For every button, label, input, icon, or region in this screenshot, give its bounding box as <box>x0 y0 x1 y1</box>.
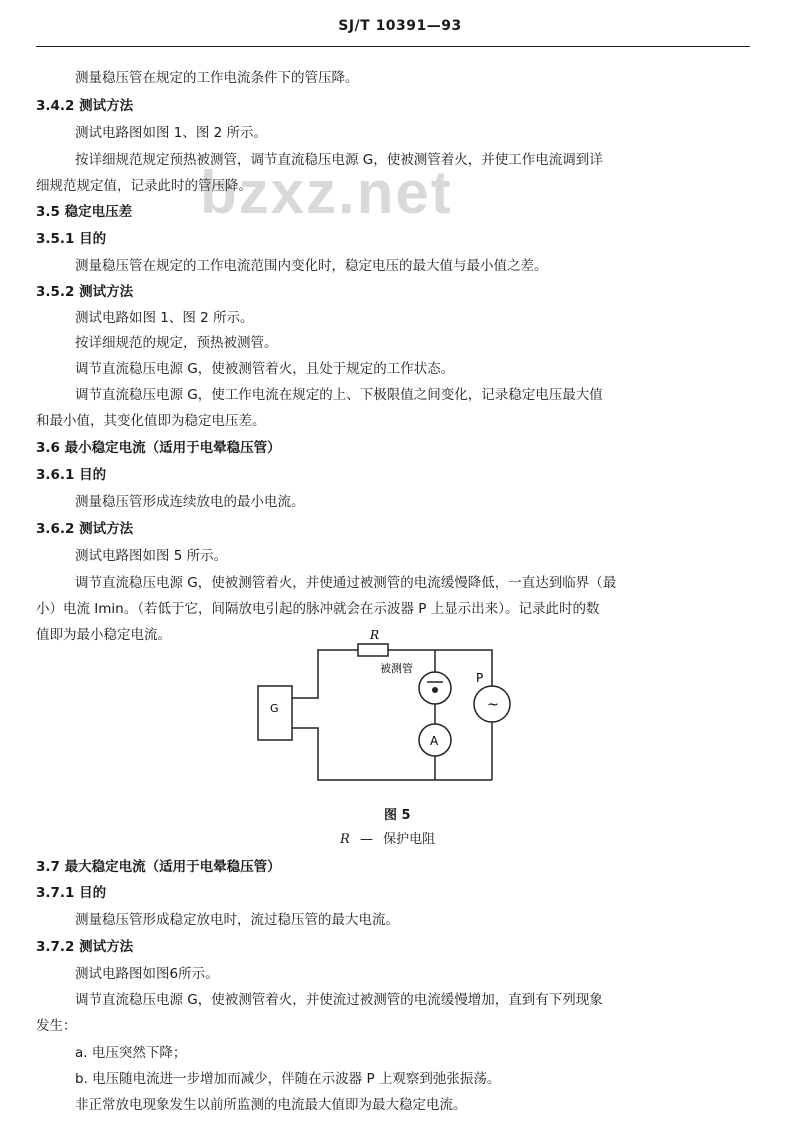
section-heading: 3.7.1 目的 <box>36 885 107 901</box>
section-heading: 3.7.2 测试方法 <box>36 939 134 955</box>
header-rule <box>36 46 750 47</box>
body-line: 按详细规范的规定，预热被测管。 <box>75 335 278 351</box>
resistor-label: R <box>370 628 380 642</box>
body-line: 细规范规定值，记录此时的管压降。 <box>36 178 252 194</box>
section-heading: 3.6.1 目的 <box>36 467 107 483</box>
list-item: b. 电压随电流进一步增加而减少，伴随在示波器 P 上观察到弛张振荡。 <box>75 1071 501 1087</box>
legend-text: 保护电阻 <box>383 832 436 847</box>
watermark: bzxz.net <box>200 159 453 226</box>
body-line: 值即为最小稳定电流。 <box>36 627 171 643</box>
legend-dash: — <box>359 832 373 847</box>
section-heading: 3.6.2 测试方法 <box>36 521 134 537</box>
body-line: 调节直流稳压电源 G，使工作电流在规定的上、下极限值之间变化，记录稳定电压最大值 <box>75 387 603 403</box>
wire-top-left <box>292 650 358 698</box>
body-line: 测试电路图如图6所示。 <box>75 966 219 982</box>
oscilloscope-label: P <box>476 671 484 685</box>
ammeter-label: A <box>430 734 439 748</box>
tube-label: 被测管 <box>380 662 413 675</box>
list-item: a. 电压突然下降； <box>75 1045 187 1061</box>
body-line: 测量稳压管形成连续放电的最小电流。 <box>75 494 305 510</box>
section-heading: 3.4.2 测试方法 <box>36 98 134 114</box>
body-line: 小）电流 Imin。（若低于它，间隔放电引起的脉冲就会在示波器 P 上显示出来）。记录此时的数 <box>36 601 600 617</box>
body-line: 发生： <box>36 1018 77 1034</box>
body-line: 测量稳压管在规定的工作电流范围内变化时，稳定电压的最大值与最小值之差。 <box>75 258 548 274</box>
tube-cathode-dot <box>432 687 438 693</box>
body-line: 调节直流稳压电源 G，使被测管着火，并使流过被测管的电流缓慢增加，直到有下列现象 <box>75 992 603 1008</box>
section-heading: 3.7 最大稳定电流（适用于电晕稳压管） <box>36 859 281 875</box>
section-heading: 3.5.2 测试方法 <box>36 284 134 300</box>
body-line: 调节直流稳压电源 G，使被测管着火，并使通过被测管的电流缓慢降低，一直达到临界（最 <box>75 575 617 591</box>
resistor-r <box>358 644 388 656</box>
body-line: 测试电路图如图 1、图 2 所示。 <box>75 125 268 141</box>
body-line: 按详细规范规定预热被测管，调节直流稳压电源 G，使被测管着火，并使工作电流调到详 <box>75 152 603 168</box>
section-heading: 3.5.1 目的 <box>36 231 107 247</box>
body-line: 测量稳压管在规定的工作电流条件下的管压降。 <box>75 70 359 86</box>
figure-legend <box>340 828 435 847</box>
figure-title: 图 5 <box>384 808 411 823</box>
body-line: 测量稳压管形成稳定放电时，流过稳压管的最大电流。 <box>75 912 399 928</box>
body-line: 非正常放电现象发生以前所监测的电流最大值即为最大稳定电流。 <box>75 1097 467 1113</box>
body-line: 调节直流稳压电源 G，使被测管着火，且处于规定的工作状态。 <box>75 361 455 377</box>
section-heading: 3.5 稳定电压差 <box>36 204 133 220</box>
legend-symbol: R <box>340 832 350 847</box>
circuit-diagram-figure-5 <box>250 628 530 798</box>
wire-bottom <box>292 728 492 780</box>
power-source-label: G <box>270 702 279 715</box>
oscilloscope-wave-symbol: ~ <box>487 697 499 713</box>
body-line: 测试电路如图 1、图 2 所示。 <box>75 310 254 326</box>
section-heading: 3.6 最小稳定电流（适用于电晕稳压管） <box>36 440 281 456</box>
body-line: 和最小值，其变化值即为稳定电压差。 <box>36 413 266 429</box>
body-line: 测试电路图如图 5 所示。 <box>75 548 228 564</box>
page-header: SJ/T 10391—93 <box>338 18 462 34</box>
